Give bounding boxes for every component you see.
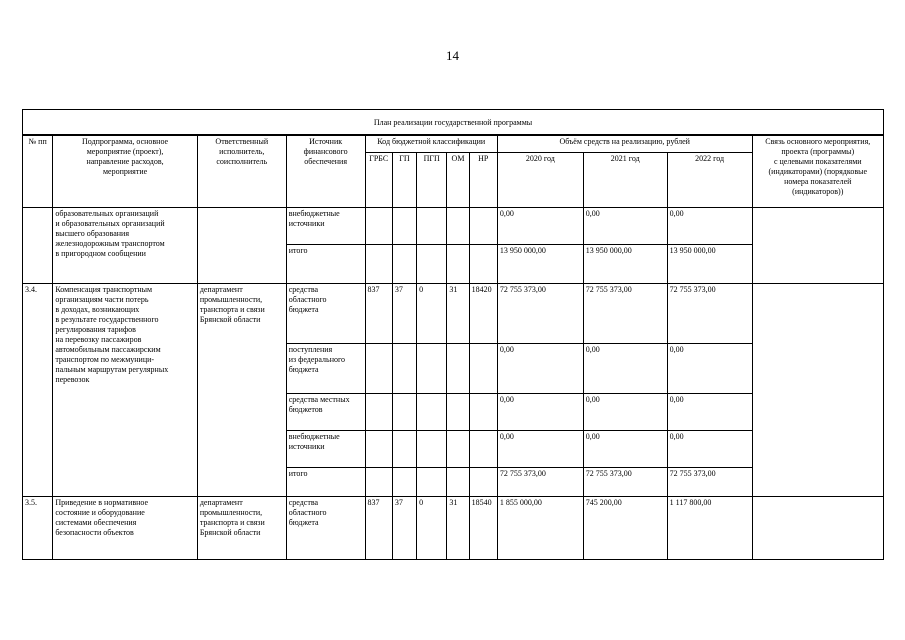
row-source: средства местных бюджетов (286, 394, 365, 431)
row-source: итого (286, 468, 365, 497)
cell-2020: 0,00 (497, 208, 583, 245)
row-responsible: департамент промышленности, транспорта и связи Брянской области (197, 497, 286, 560)
cell-2022: 72 755 373,00 (667, 284, 752, 344)
header-grbs: ГРБС (365, 153, 392, 208)
cell-2022: 0,00 (667, 208, 752, 245)
cell-2021: 0,00 (583, 344, 667, 394)
cell-pgp: 0 (417, 497, 447, 560)
cell-2021: 72 755 373,00 (583, 284, 667, 344)
row-source: поступления из федерального бюджета (286, 344, 365, 394)
table-title: План реализации государственной программы (22, 109, 884, 135)
table-row (23, 284, 884, 344)
header-gp: ГП (392, 153, 416, 208)
cell-om: 31 (447, 497, 469, 560)
cell-2021: 0,00 (583, 394, 667, 431)
row-link (752, 497, 883, 560)
row-num: 3.4. (23, 284, 53, 497)
header-responsible: Ответственный исполнитель, соисполнитель (197, 136, 286, 208)
header-nr: НР (469, 153, 497, 208)
row-link (752, 208, 883, 284)
cell-2022: 1 117 800,00 (667, 497, 752, 560)
cell-2022: 0,00 (667, 344, 752, 394)
cell-2020: 72 755 373,00 (497, 468, 583, 497)
cell-om: 31 (447, 284, 469, 344)
header-2020: 2020 год (497, 153, 583, 208)
row-source: средства областного бюджета (286, 284, 365, 344)
program-plan-table (22, 135, 884, 560)
cell-2020: 1 855 000,00 (497, 497, 583, 560)
header-pgp: ПГП (417, 153, 447, 208)
row-name: Компенсация транспортным организациям части потерь в доходах, возникающих в результате государственного регулирования тарифов на перевозку пассажиров автомобильным пассажирским транспортом по межмуници- пальным маршрутам регулярных перевозок (53, 284, 198, 497)
row-source: внебюджетные источники (286, 208, 365, 245)
cell-2022: 0,00 (667, 431, 752, 468)
row-source: внебюджетные источники (286, 431, 365, 468)
cell-2020: 0,00 (497, 344, 583, 394)
cell-pgp: 0 (417, 284, 447, 344)
cell-2020: 13 950 000,00 (497, 245, 583, 284)
header-volume: Объём средств на реализацию, рублей (497, 136, 752, 153)
header-source: Источник финансового обеспечения (286, 136, 365, 208)
cell-grbs: 837 (365, 284, 392, 344)
header-subprogram: Подпрограмма, основное мероприятие (проект), направление расходов, мероприятие (53, 136, 198, 208)
row-responsible: департамент промышленности, транспорта и связи Брянской области (197, 284, 286, 497)
header-link: Связь основного мероприятия, проекта (программы) с целевыми показателями (индикаторами) (порядковые номера показателей (индикаторов)) (752, 136, 883, 208)
row-source: средства областного бюджета (286, 497, 365, 560)
row-name: образовательных организаций и образовательных организаций высшего образования железнодорожным транспортом в пригородном сообщении (53, 208, 198, 284)
row-source: итого (286, 245, 365, 284)
header-budget-code: Код бюджетной классификации (365, 136, 497, 153)
cell-gp: 37 (392, 497, 416, 560)
table-row (23, 208, 884, 245)
cell-2021: 0,00 (583, 431, 667, 468)
cell-2022: 72 755 373,00 (667, 468, 752, 497)
row-name: Приведение в нормативное состояние и оборудование системами обеспечения безопасности объектов (53, 497, 198, 560)
cell-2020: 0,00 (497, 394, 583, 431)
cell-2021: 745 200,00 (583, 497, 667, 560)
cell-2021: 0,00 (583, 208, 667, 245)
page-number: 14 (446, 48, 459, 63)
cell-grbs: 837 (365, 497, 392, 560)
cell-2021: 72 755 373,00 (583, 468, 667, 497)
header-num: № пп (23, 136, 53, 208)
row-responsible (197, 208, 286, 284)
cell-nr: 18540 (469, 497, 497, 560)
header-2022: 2022 год (667, 153, 752, 208)
row-num: 3.5. (23, 497, 53, 560)
cell-nr: 18420 (469, 284, 497, 344)
header-2021: 2021 год (583, 153, 667, 208)
cell-2020: 72 755 373,00 (497, 284, 583, 344)
cell-2020: 0,00 (497, 431, 583, 468)
table-row (23, 497, 884, 560)
cell-2022: 13 950 000,00 (667, 245, 752, 284)
cell-2022: 0,00 (667, 394, 752, 431)
cell-2021: 13 950 000,00 (583, 245, 667, 284)
header-om: ОМ (447, 153, 469, 208)
row-num (23, 208, 53, 284)
row-link (752, 284, 883, 497)
cell-gp: 37 (392, 284, 416, 344)
